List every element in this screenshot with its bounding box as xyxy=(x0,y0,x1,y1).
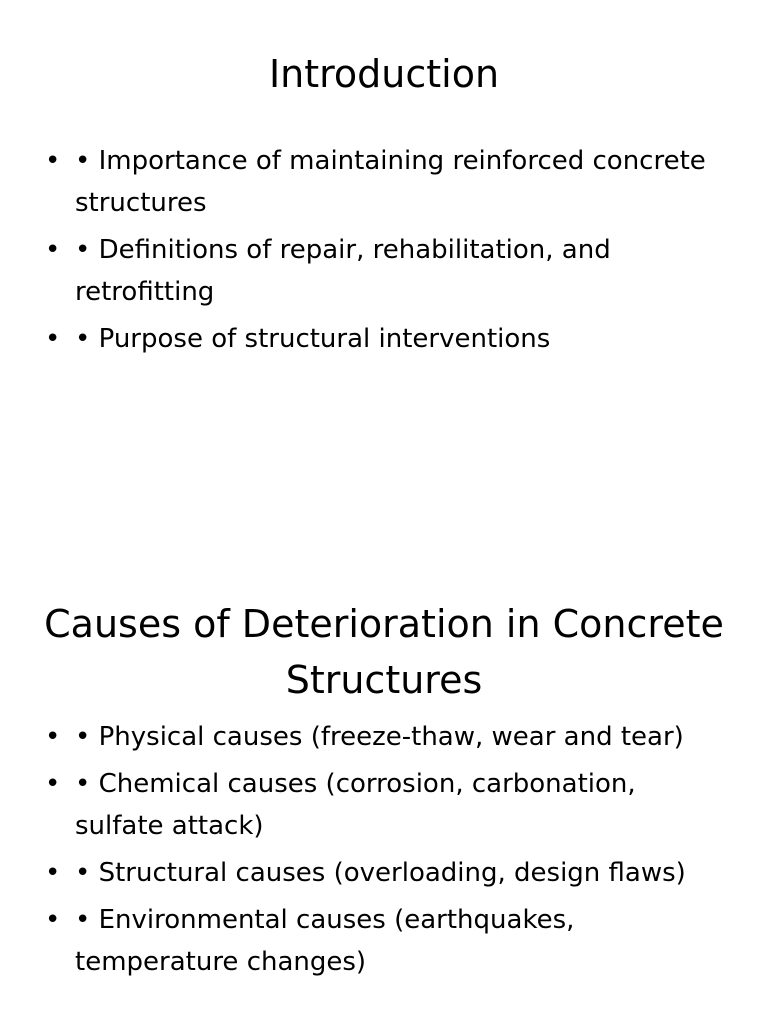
bullet-text: • Definitions of repair, rehabilitation, and retrofitting xyxy=(75,235,611,307)
bullet-list xyxy=(0,140,728,365)
bullet-marker: • xyxy=(45,235,61,265)
bullet-item xyxy=(0,852,728,894)
slide-title: Causes of Deterioration in Concrete Structures xyxy=(44,602,724,702)
bullet-item xyxy=(0,763,728,847)
bullet-text: • Purpose of structural interventions xyxy=(75,324,551,354)
bullet-text: • Structural causes (overloading, design flaws) xyxy=(75,858,686,888)
bullet-list xyxy=(0,716,728,988)
bullet-marker: • xyxy=(45,722,61,752)
bullet-marker: • xyxy=(45,905,61,935)
slide-causes-of-deterioration xyxy=(0,512,768,1024)
bullet-item xyxy=(0,140,728,224)
bullet-text: • Environmental causes (earthquakes, temperature changes) xyxy=(75,905,575,977)
bullet-item xyxy=(0,899,728,983)
bullet-marker: • xyxy=(45,858,61,888)
bullet-marker: • xyxy=(45,769,61,799)
bullet-item xyxy=(0,716,728,758)
bullet-marker: • xyxy=(45,146,61,176)
bullet-marker: • xyxy=(45,324,61,354)
bullet-item xyxy=(0,229,728,313)
slide-title: Introduction xyxy=(268,52,500,96)
bullet-text: • Chemical causes (corrosion, carbonation, sulfate attack) xyxy=(75,769,636,841)
bullet-text: • Importance of maintaining reinforced concrete structures xyxy=(75,146,706,218)
bullet-text: • Physical causes (freeze-thaw, wear and tear) xyxy=(75,722,684,752)
bullet-item xyxy=(0,318,728,360)
